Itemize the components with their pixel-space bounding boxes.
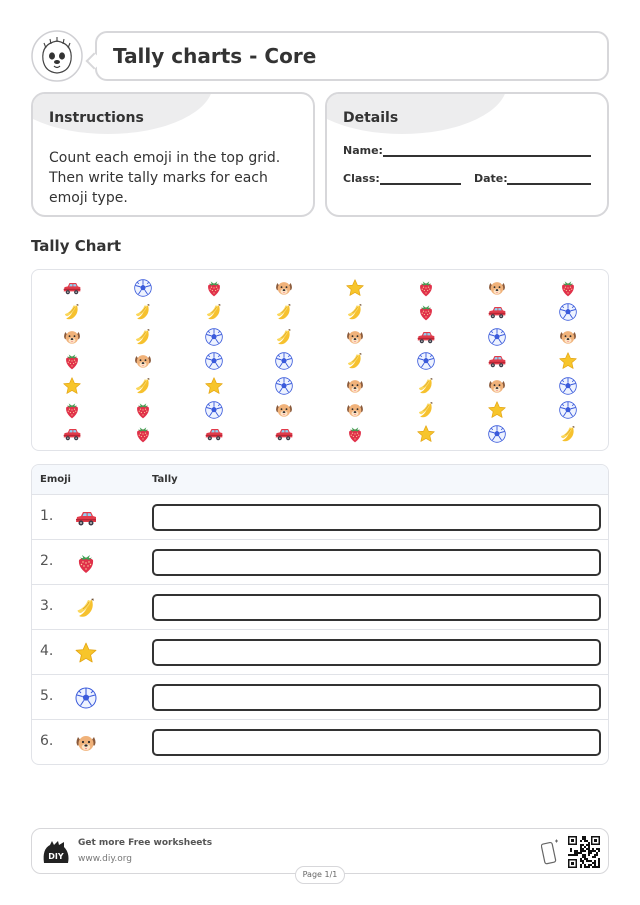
soccer-ball-icon (487, 424, 507, 444)
soccer-ball-icon (74, 686, 98, 710)
mascot-avatar-icon (31, 30, 83, 82)
strawberry-icon (62, 351, 82, 371)
row-number: 2. (40, 553, 54, 569)
section-title: Tally Chart (31, 237, 122, 255)
strawberry-icon (62, 400, 82, 420)
dog-icon (62, 327, 82, 347)
table-row (32, 540, 608, 585)
dog-icon (274, 400, 294, 420)
soccer-ball-icon (274, 351, 294, 371)
car-icon (487, 302, 507, 322)
strawberry-icon (133, 400, 153, 420)
star-icon (487, 400, 507, 420)
phone-scan-icon (541, 839, 559, 865)
soccer-ball-icon (487, 327, 507, 347)
tally-input-box[interactable] (152, 684, 601, 711)
emoji-grid (31, 269, 609, 451)
footer-title: Get more Free worksheets (78, 838, 213, 848)
banana-icon (274, 302, 294, 322)
details-heading: Details (343, 110, 399, 126)
tally-input-box[interactable] (152, 549, 601, 576)
strawberry-icon (416, 278, 436, 298)
dog-icon (133, 351, 153, 371)
soccer-ball-icon (558, 400, 578, 420)
soccer-ball-icon (274, 376, 294, 396)
banana-icon (204, 302, 224, 322)
soccer-ball-icon (204, 327, 224, 347)
table-header (32, 465, 608, 495)
soccer-ball-icon (204, 400, 224, 420)
title-box (95, 31, 609, 81)
strawberry-icon (558, 278, 578, 298)
dog-icon (558, 327, 578, 347)
instructions-text: Count each emoji in the top grid. Then write tally marks for each emoji type. (49, 150, 281, 206)
banana-icon (345, 351, 365, 371)
car-icon (74, 506, 98, 530)
star-icon (204, 376, 224, 396)
details-card (325, 92, 609, 217)
instructions-card (31, 92, 315, 217)
banana-icon (133, 376, 153, 396)
class-label: Class: (343, 172, 380, 185)
car-icon (62, 278, 82, 298)
row-number: 1. (40, 508, 54, 524)
banana-icon (74, 596, 98, 620)
page-number: Page 1/1 (295, 866, 345, 884)
dog-icon (345, 327, 365, 347)
star-icon (74, 641, 98, 665)
strawberry-icon (133, 424, 153, 444)
strawberry-icon (416, 302, 436, 322)
soccer-ball-icon (558, 302, 578, 322)
strawberry-icon (74, 551, 98, 575)
banana-icon (345, 302, 365, 322)
banana-icon (416, 400, 436, 420)
car-icon (487, 351, 507, 371)
soccer-ball-icon (133, 278, 153, 298)
banana-icon (274, 327, 294, 347)
qr-code-icon (568, 836, 600, 868)
table-row (32, 720, 608, 765)
car-icon (274, 424, 294, 444)
dog-icon (74, 731, 98, 755)
table-row (32, 585, 608, 630)
footer-url[interactable]: www.diy.org (78, 854, 132, 864)
diy-logo-icon (42, 839, 70, 865)
column-header-tally: Tally (152, 474, 178, 485)
soccer-ball-icon (204, 351, 224, 371)
dog-icon (487, 376, 507, 396)
car-icon (62, 424, 82, 444)
dog-icon (487, 278, 507, 298)
tally-table (31, 464, 609, 765)
banana-icon (133, 327, 153, 347)
tally-input-box[interactable] (152, 594, 601, 621)
soccer-ball-icon (416, 351, 436, 371)
row-number: 3. (40, 598, 54, 614)
banana-icon (62, 302, 82, 322)
name-label: Name: (343, 144, 383, 157)
row-number: 4. (40, 643, 54, 659)
tally-input-box[interactable] (152, 639, 601, 666)
svg-text:DIY: DIY (48, 852, 64, 861)
banana-icon (133, 302, 153, 322)
table-row (32, 630, 608, 675)
table-row (32, 495, 608, 540)
date-label: Date: (474, 172, 508, 185)
class-field[interactable] (380, 183, 461, 185)
name-field[interactable] (383, 155, 591, 157)
star-icon (62, 376, 82, 396)
row-number: 5. (40, 688, 54, 704)
instructions-heading: Instructions (49, 110, 144, 126)
star-icon (416, 424, 436, 444)
strawberry-icon (204, 278, 224, 298)
tally-input-box[interactable] (152, 504, 601, 531)
dog-icon (274, 278, 294, 298)
car-icon (416, 327, 436, 347)
dog-icon (345, 376, 365, 396)
table-row (32, 675, 608, 720)
row-number: 6. (40, 733, 54, 749)
column-header-emoji: Emoji (40, 474, 71, 485)
tally-input-box[interactable] (152, 729, 601, 756)
car-icon (204, 424, 224, 444)
soccer-ball-icon (558, 376, 578, 396)
strawberry-icon (345, 424, 365, 444)
banana-icon (558, 424, 578, 444)
page-title: Tally charts - Core (113, 44, 317, 68)
date-field[interactable] (507, 183, 591, 185)
banana-icon (416, 376, 436, 396)
star-icon (558, 351, 578, 371)
star-icon (345, 278, 365, 298)
dog-icon (345, 400, 365, 420)
